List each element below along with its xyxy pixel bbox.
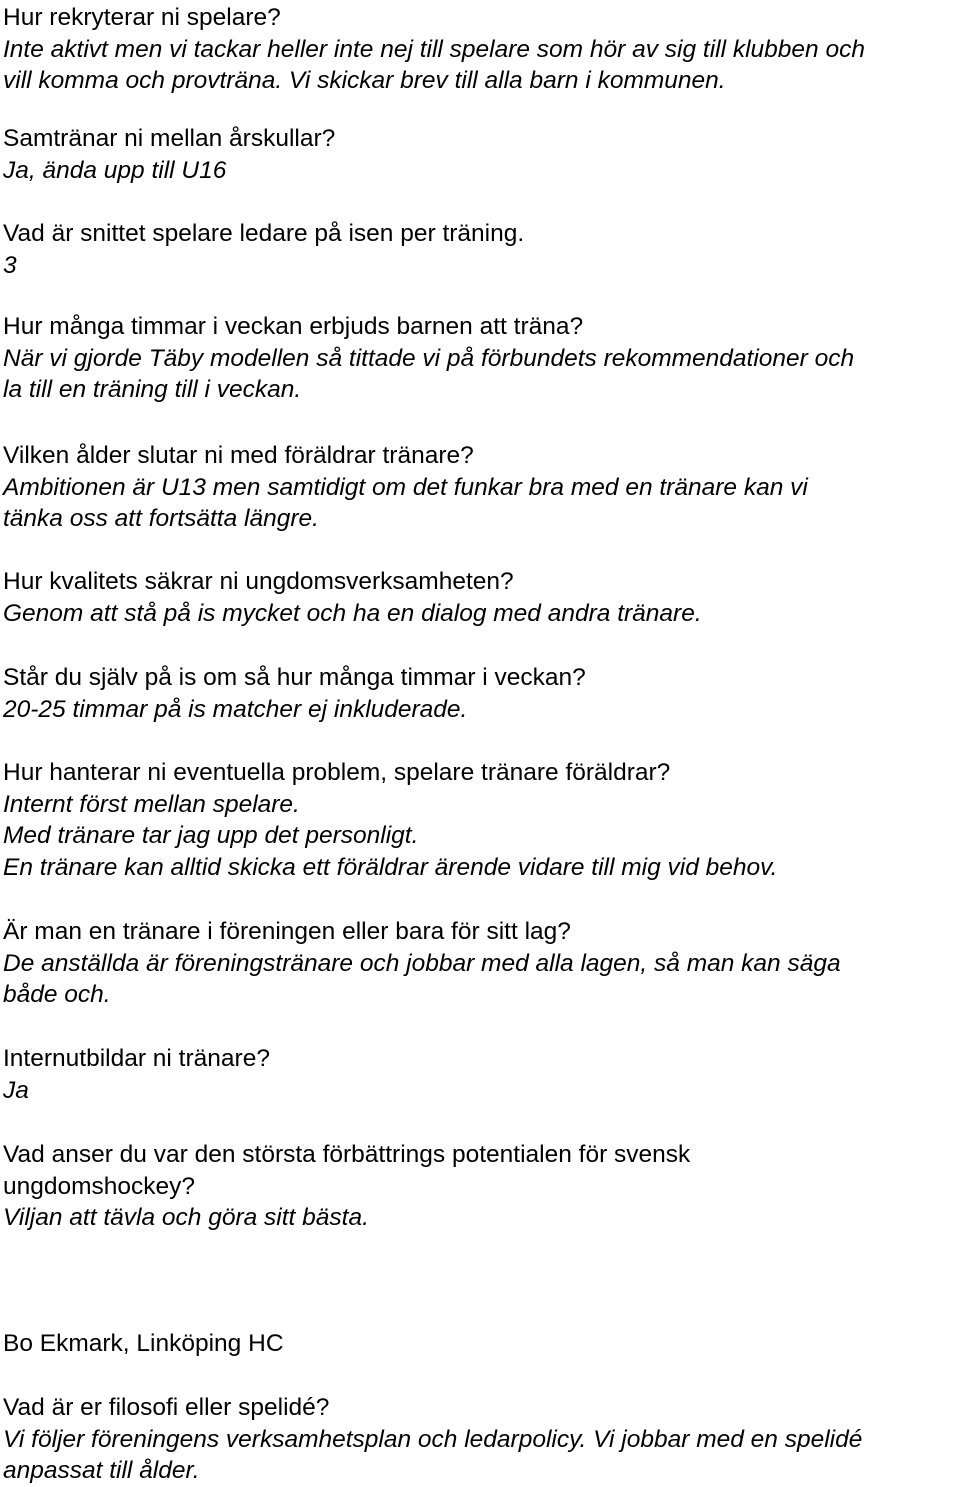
question: Står du själv på is om så hur många timmar i veckan? (3, 664, 586, 691)
answer-line: Ambitionen är U13 men samtidigt om det funkar bra med en tränare kan vi (3, 473, 808, 501)
question: Hur många timmar i veckan erbjuds barnen att träna? (3, 313, 584, 340)
question: Hur kvalitets säkrar ni ungdomsverksamheten? (3, 568, 514, 595)
answer-line: tänka oss att fortsätta längre. (3, 505, 319, 532)
answer-line: 20-25 timmar på is matcher ej inkluderade. (3, 695, 468, 723)
question: Vad är er filosofi eller spelidé? (3, 1394, 330, 1421)
answer-line: både och. (3, 981, 111, 1008)
qa-recruitment (3, 2, 958, 97)
section-heading: Bo Ekmark, Linköping HC (3, 1330, 284, 1357)
answer-line: Vi följer föreningens verksamhetsplan och ledarpolicy. Vi jobbar med en spelidé (3, 1425, 863, 1453)
answer-line: 3 (3, 251, 17, 279)
answer-line: Ja (3, 1076, 29, 1104)
qa-player-leader-ratio (3, 218, 958, 281)
question: Vilken ålder slutar ni med föräldrar tränare? (3, 442, 474, 469)
answer-line: Med tränare tar jag upp det personligt. (3, 822, 419, 849)
question: Vad anser du var den största förbättrings potentialen för svensk (3, 1141, 691, 1168)
answer-line: Internt först mellan spelare. (3, 790, 300, 818)
question: Hur rekryterar ni spelare? (3, 4, 281, 31)
qa-joint-training (3, 123, 958, 186)
question: Vad är snittet spelare ledare på isen per träning. (3, 220, 525, 247)
qa-training-hours (3, 311, 958, 406)
answer-line: Ja, ända upp till U16 (3, 156, 227, 184)
question: Internutbildar ni tränare? (3, 1045, 270, 1072)
qa-improvement-potential (3, 1139, 958, 1234)
question: ungdomshockey? (3, 1172, 196, 1200)
answer-line: vill komma och provträna. Vi skickar brev till alla barn i kommunen. (3, 67, 726, 94)
answer-line: De anställda är föreningstränare och jobbar med alla lagen, så man kan säga (3, 949, 841, 977)
qa-philosophy (3, 1392, 958, 1487)
answer-line: Viljan att tävla och göra sitt bästa. (3, 1204, 369, 1231)
answer-line: la till en träning till i veckan. (3, 376, 302, 403)
answer-line: Genom att stå på is mycket och ha en dialog med andra tränare. (3, 599, 702, 627)
answer-line: En tränare kan alltid skicka ett föräldrar ärende vidare till mig vid behov. (3, 853, 778, 881)
question: Hur hanterar ni eventuella problem, spelare tränare föräldrar? (3, 759, 671, 786)
question: Samtränar ni mellan årskullar? (3, 125, 336, 152)
question: Är man en tränare i föreningen eller bara för sitt lag? (3, 918, 571, 945)
qa-own-ice-time (3, 662, 958, 725)
qa-problem-handling (3, 757, 958, 883)
answer-line: Inte aktivt men vi tackar heller inte nej till spelare som hör av sig till klubben och (3, 35, 865, 63)
qa-club-coach (3, 916, 958, 1011)
qa-parent-coaches (3, 440, 958, 535)
answer-line: anpassat till ålder. (3, 1457, 200, 1484)
qa-quality-assurance (3, 566, 958, 629)
qa-internal-education (3, 1043, 958, 1106)
answer-line: När vi gjorde Täby modellen så tittade vi på förbundets rekommendationer och (3, 344, 855, 372)
